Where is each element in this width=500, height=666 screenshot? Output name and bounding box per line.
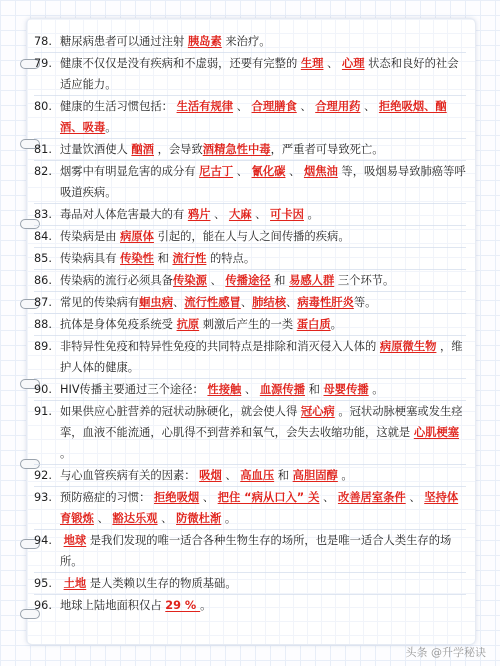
question-text: 、 (221, 469, 241, 482)
answer-text: 高胆固醇 (292, 469, 338, 482)
question-item (34, 247, 466, 269)
answer-text: 拒绝吸烟、酗酒、吸毒 (60, 100, 447, 134)
question-text: 。 (221, 512, 237, 525)
answer-text: 把住 “病从口入” 关 (217, 491, 320, 504)
question-text: 、 (93, 512, 113, 525)
question-text: 、 (286, 296, 298, 309)
question-text: ，维护人体的健康。 (60, 340, 463, 374)
question-text: 、 (296, 100, 316, 113)
question-item (34, 291, 466, 313)
question-text: 非特异性免疫和特异性免疫的共同特点是排除和消灭侵入人体的 (60, 340, 380, 353)
answer-text: 生活有规律 (176, 100, 234, 113)
question-text: 和 (274, 469, 293, 482)
question-text: 如果供应心脏营养的冠状动脉硬化，就会使人得 (60, 405, 301, 418)
question-text: 引起的，能在人与人之间传播的疾病。 (153, 230, 350, 243)
question-text: 传染病是由 (60, 230, 121, 243)
question-item (34, 225, 466, 247)
answer-text: 酗酒 (131, 143, 154, 156)
question-text: 是我们发现的唯一适合各种生物生存的场所，也是唯一适合人类生存的场所。 (60, 534, 452, 568)
question-item (34, 335, 466, 378)
question-item (34, 594, 466, 616)
question-text: ，严重者可导致死亡。 (270, 143, 384, 156)
answer-text: 29 % (165, 599, 201, 612)
question-text: 和 (270, 274, 290, 287)
question-number: 78. (34, 35, 52, 48)
answer-text: 鸦片 (187, 208, 211, 221)
question-number: 83. (34, 208, 52, 221)
answer-text: 母婴传播 (323, 383, 369, 396)
question-text: 健康的生活习惯包括： (60, 100, 177, 113)
question-item (34, 486, 466, 529)
question-number: 85. (34, 252, 52, 265)
answer-text: 肺结核 (252, 296, 287, 309)
question-text: 。 (200, 599, 212, 612)
question-text: 。 (105, 121, 117, 134)
question-number: 86. (34, 274, 52, 287)
question-text: 、 (405, 491, 425, 504)
answer-text: 尼古丁 (199, 165, 234, 178)
question-item (34, 313, 466, 335)
question-item (34, 95, 466, 138)
answer-text: 心理 (341, 57, 365, 70)
question-text: 。 (303, 208, 319, 221)
question-item (34, 269, 466, 291)
question-number: 82. (34, 165, 52, 178)
question-text: 预防癌症的习惯： (60, 491, 154, 504)
question-list (34, 31, 466, 616)
question-item (34, 31, 466, 52)
question-item (34, 203, 466, 225)
question-text: 过量饮酒使人 (60, 143, 132, 156)
question-text: 烟雾中有明显危害的成分有 (60, 165, 200, 178)
question-text: 、 (323, 57, 342, 70)
question-text: 、 (206, 274, 226, 287)
question-text: 来治疗。 (221, 35, 271, 48)
question-text: 、 (240, 296, 253, 309)
question-number: 88. (34, 318, 52, 331)
question-number: 91. (34, 405, 52, 418)
answer-text: 大麻 (228, 208, 252, 221)
question-text: 、 (241, 383, 260, 396)
question-text: 。 (368, 383, 384, 396)
question-text: 毒品对人体危害最大的有 (60, 208, 188, 221)
worksheet-card (26, 18, 476, 645)
question-text: 健康不仅仅是没有疾病和不虚弱，还要有完整的 (60, 57, 301, 70)
answer-text: 地球 (63, 534, 87, 547)
answer-text: 防微杜渐 (176, 512, 222, 525)
answer-text: 高血压 (240, 469, 275, 482)
answer-text: 可卡因 (270, 208, 304, 221)
question-item (34, 529, 466, 572)
answer-text: 改善居室条件 (337, 491, 406, 504)
question-number: 89. (34, 340, 52, 353)
answer-text: 抗原 (176, 318, 200, 331)
question-item (34, 52, 466, 95)
answer-text: 烟焦油 (303, 165, 338, 178)
answer-text: 病毒性肝炎 (297, 296, 354, 309)
question-text: 与心血管疾病有关的因素： (60, 469, 200, 482)
question-text: 、 (233, 165, 252, 178)
question-text: 的特点。 (206, 252, 256, 265)
answer-text: 血源传播 (259, 383, 306, 396)
question-item (34, 572, 466, 594)
question-item (34, 400, 466, 464)
question-number: 81. (34, 143, 52, 156)
question-number: 84. (34, 230, 52, 243)
question-number: 79. (34, 57, 52, 70)
question-text: 、 (157, 512, 177, 525)
question-number: 95. (34, 577, 52, 590)
answer-text: 土地 (63, 577, 87, 590)
question-text: HIV传播主要通过三个途径： (60, 383, 208, 396)
answer-text: 吸烟 (199, 469, 222, 482)
answer-text: 冠心病 (300, 405, 335, 418)
answer-text: 坚持体育锻炼 (60, 491, 459, 525)
question-text: 糖尿病患者可以通过注射 (60, 35, 188, 48)
question-text: 传染病的流行必须具备 (60, 274, 173, 287)
question-text: 、 (285, 165, 304, 178)
question-item (34, 138, 466, 160)
question-text: ，会导致 (153, 143, 203, 156)
question-item (34, 160, 466, 203)
question-item (34, 464, 466, 486)
question-text: 、 (360, 100, 379, 113)
question-number: 80. (34, 100, 52, 113)
answer-text: 氰化碳 (251, 165, 286, 178)
question-text: 和 (153, 252, 173, 265)
question-text: 常见的传染病有 (60, 296, 140, 309)
question-text: 三个环节。 (334, 274, 395, 287)
question-number: 93. (34, 491, 52, 504)
answer-text: 生理 (300, 57, 324, 70)
question-text: 抗体是身体免疫系统受 (60, 318, 177, 331)
answer-text: 流行性 (172, 252, 207, 265)
question-text: 、 (319, 491, 338, 504)
question-text: 和 (305, 383, 324, 396)
question-text: 是人类赖以生存的物质基础。 (86, 577, 237, 590)
answer-text: 蛔虫病 (139, 296, 173, 309)
question-text: 、 (251, 208, 271, 221)
question-text: 、 (210, 208, 229, 221)
answer-text: 拒绝吸烟 (153, 491, 200, 504)
question-text: 。 (337, 469, 353, 482)
question-text: 、 (199, 491, 218, 504)
question-text: 、 (233, 100, 252, 113)
answer-text: 病原微生物 (379, 340, 437, 353)
answer-text: 性接触 (207, 383, 242, 396)
answer-text: 合理用药 (315, 100, 361, 113)
question-item (34, 378, 466, 400)
answer-text: 酒精急性中毒 (202, 143, 271, 156)
question-text: 传染病具有 (60, 252, 121, 265)
answer-text: 传染源 (172, 274, 207, 287)
answer-text: 病原体 (120, 230, 154, 243)
answer-text: 胰岛素 (187, 35, 222, 48)
answer-text: 心肌梗塞 (413, 426, 460, 439)
question-number: 94. (34, 534, 52, 547)
question-text: 等。 (353, 296, 377, 309)
question-text: 状态和良好的社会适应能力。 (60, 57, 459, 91)
question-text: 。 (330, 318, 342, 331)
question-text: 等，吸烟易导致肺癌等呼吸道疾病。 (60, 165, 466, 199)
question-text: 刺激后产生的一类 (199, 318, 297, 331)
question-text: 地球上陆地面积仅占 (60, 599, 166, 612)
answer-text: 易感人群 (289, 274, 335, 287)
answer-text: 传播途径 (225, 274, 271, 287)
answer-text: 豁达乐观 (112, 512, 158, 525)
answer-text: 合理膳食 (251, 100, 297, 113)
question-number: 92. (34, 469, 52, 482)
question-number: 87. (34, 296, 52, 309)
question-number: 90. (34, 383, 52, 396)
answer-text: 蛋白质 (296, 318, 331, 331)
question-number: 96. (34, 599, 52, 612)
answer-text: 流行性感冒 (184, 296, 241, 309)
question-text: 、 (173, 296, 185, 309)
question-text: 。冠状动脉梗塞或发生痉挛，血液不能流通，心肌得不到营养和氧气，会失去收缩功能，这就是 (60, 405, 463, 439)
watermark: 头条 @升学秘诀 (405, 646, 486, 659)
question-text: 。 (60, 447, 72, 460)
answer-text: 传染性 (120, 252, 154, 265)
